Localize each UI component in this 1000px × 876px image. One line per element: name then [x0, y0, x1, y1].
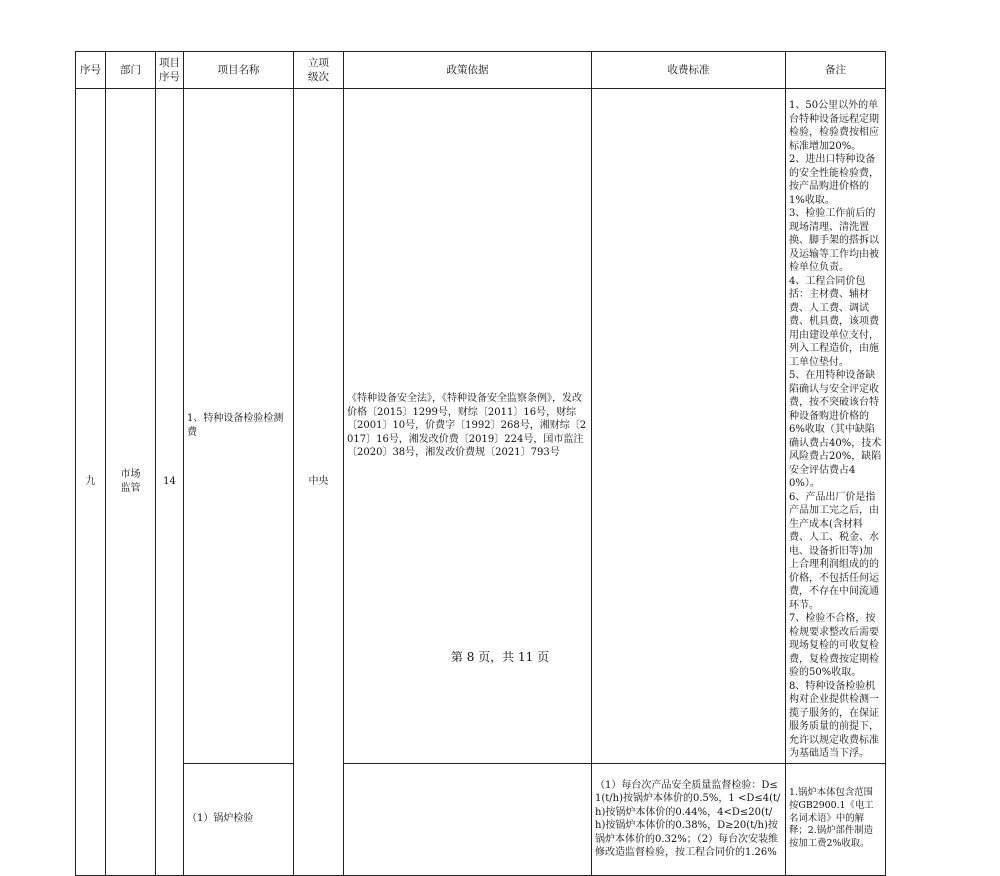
- remark-item: 6、产品出厂价是指产品加工完之后，由生产成本(含材料费、人工、税金、水电、设备折旧等)加上合理利润组成的的价格，不包括任何运费，不存在中间流通环节。: [789, 491, 879, 611]
- fee-table: [75, 51, 886, 876]
- group-seq: 九: [76, 89, 106, 876]
- page-footer: 第 8 页，共 11 页: [450, 650, 550, 664]
- group-dept: 市场 监管: [106, 89, 156, 876]
- policy-basis: [344, 763, 592, 875]
- header-dept: 部门: [106, 52, 156, 89]
- remark-item: 1、50公里以外的单台特种设备远程定期检验，检验费按相应标准增加20%。: [789, 100, 879, 152]
- header-remarks: 备注: [786, 52, 886, 89]
- table-row: [76, 763, 886, 875]
- level: 中央: [294, 89, 344, 876]
- fee-standard: （1）每台次产品安全质量监督检验：D≤1(t/h)按锅炉本体价的0.5%，1 <D≤4(t/h)按锅炉本体价的0.44%，4<D≤20(t/h)按锅炉本体价的0.38%，D≥20(t/h)按锅炉本体价的0.32%；（2）每台次安装维修改造监督检验，按工程合同价的1.26%: [592, 763, 786, 875]
- item-name: （1）锅炉检验: [184, 763, 294, 875]
- remark-item: 7、检验不合格，按检规要求整改后需要现场复检的可收复检费，复检费按定期检验的50%收取。: [789, 613, 879, 678]
- remarks: 1.锅炉本体包含范围按GB2900.1《电工名词术语》中的解释；2.锅炉部件制造按加工费2%收取。: [786, 763, 886, 875]
- policy-basis: 《特种设备安全法》，《特种设备安全监察条例》，发改价格〔2015〕1299号，财综〔2011〕16号，财综〔2001〕10号，价费字〔1992〕268号，湘财综〔2017〕16号，湘发改价费〔2019〕224号，国市监注〔2020〕38号，湘发改价费规〔2021〕793号: [344, 89, 592, 764]
- remark-item: 2、进出口特种设备的安全性能检验费，按产品购进价格的1%收取。: [789, 154, 879, 206]
- remark-item: 3、检验工作前后的现场清理、清洗置换、脚手架的搭拆以及运输等工作均由被检单位负责。: [789, 208, 879, 273]
- header-seq: 序号: [76, 52, 106, 89]
- remark-item: 5、在用特种设备缺陷确认与安全评定收费，按不突破该台特种设备购进价格的6%收取（其中缺陷确认费占40%，技术风险费占20%，缺陷安全评估费占40%）。: [789, 370, 882, 489]
- header-row: [76, 52, 886, 89]
- item-seq: 14: [156, 89, 184, 876]
- remark-item: 4、工程合同价包括：主材费、辅材费、人工费、调试费、机具费，该项费用由建设单位支付，列入工程造价，由施工单位垫付。: [789, 275, 879, 368]
- header-item-name: 项目名称: [184, 52, 294, 89]
- header-item-seq: 项目 序号: [156, 52, 184, 89]
- header-level: 立项 级次: [294, 52, 344, 89]
- item-name: 1、特种设备检验检测费: [184, 89, 294, 764]
- remark-item: 8、特种设备检验机构对企业提供检测一揽子服务的，在保证服务质量的前提下，允许以规定收费标准为基础适当下浮。: [789, 680, 879, 759]
- header-policy: 政策依据: [344, 52, 592, 89]
- header-standard: 收费标准: [592, 52, 786, 89]
